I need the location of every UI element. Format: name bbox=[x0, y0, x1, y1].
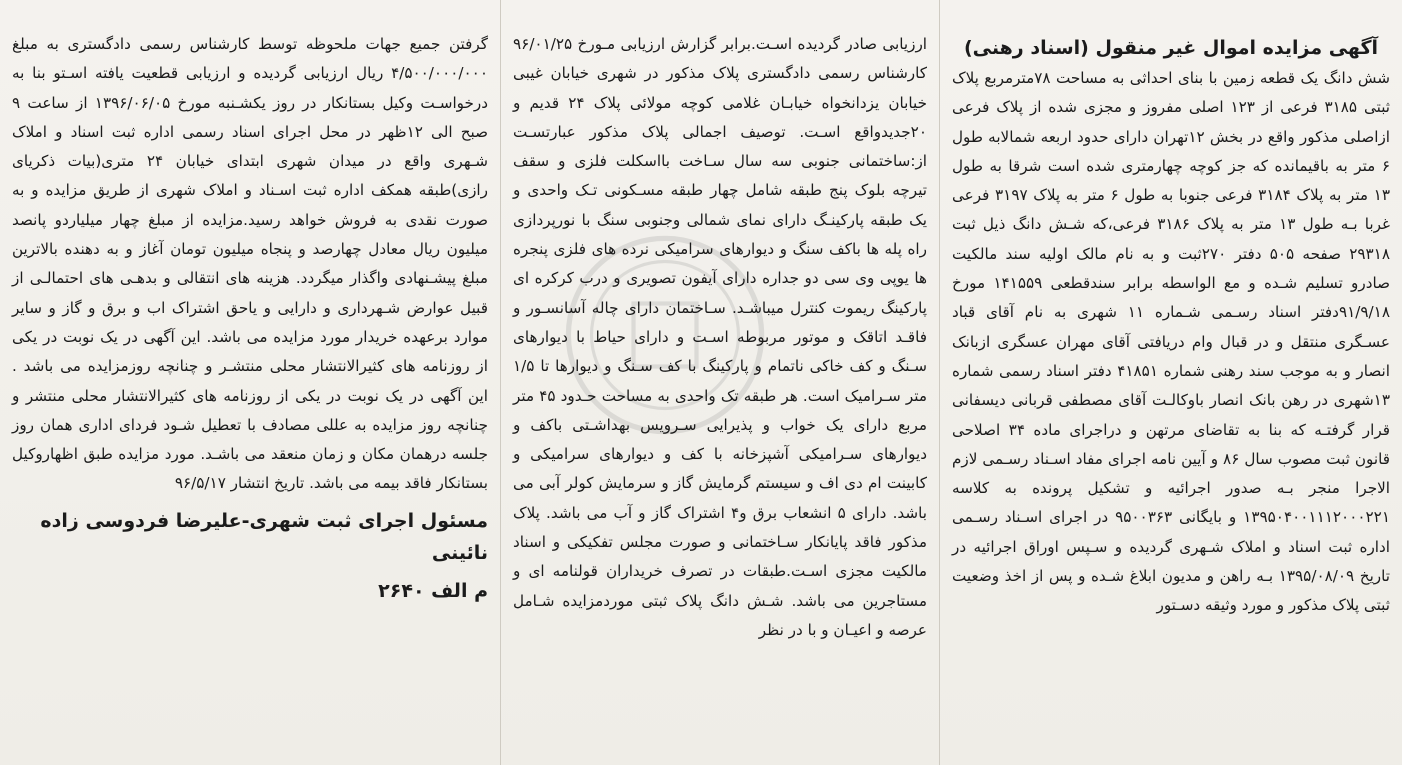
signature: مسئول اجرای ثبت شهری-علیرضا فردوسی زاده نائینی bbox=[40, 509, 488, 564]
column-left bbox=[0, 0, 500, 765]
column-left-text: گرفتن جمیع جهات ملحوظه توسط کارشناس رسمی دادگستری به مبلغ ۴/۵۰۰/۰۰۰/۰۰۰ ریال ارزیابی گردیده و ارزیابی قطعیت یافته اسـتو بنا به درخواسـت وکیل بستانکار در روز یکشـنبه مورخ ۱۳۹۶/۰۶/۰۵ از ساعت ۹ صبح الی ۱۲ظهر در محل اجرای اسناد رسمی اداره ثبت اسناد و املاک شـهری واقع در میدان شهری ابتدای خیابان ۲۴ متری(بیات ذکریای رازی)طبقه همکف اداره ثبت اسـناد و املاک شهری از طریق مزایده و به صورت نقدی به فروش خواهد رسید.مزایده از مبلغ چهار میلیاردو پانصد میلیون ریال معادل چهارصد و پنجاه میلیون تومان آغاز و به دهنده بالاترین مبلغ پیشـنهادی واگذار میگردد. هزینه های انتقالی و بدهـی های احتمالـی از قبیل عوارض شـهرداری و دارایی و یاحق اشتراک اب و برق و گاز و سایر موارد برعهده خریدار مورد مزایده می باشد. این آگهی در یک نوبت در یکی از روزنامه های کثیرالانتشار محلی منتشـر و چنانچه روزمزایده می باشد . این آگهی در یک نوبت در یکی از روزنامه های کثیرالانتشار محلی منتشر و چنانچه روز مزایده به عللی مصادف با تعطیل شـود فردای اداری همان روز جلسه درهمان مکان و زمان منعقد می باشـد. مورد مزایده طبق اظهاروکیل بستانکار فاقد بیمه می باشد. تاریخ انتشار ۹۶/۵/۱۷ bbox=[12, 35, 488, 493]
ad-title: آگهی مزایده اموال غیر منقول (اسناد رهنی) bbox=[963, 37, 1379, 59]
ad-code: م الف ۲۶۴۰ bbox=[378, 579, 488, 602]
column-middle-text: ارزیابی صادر گردیده اسـت.برابر گزارش ارزیابی مـورخ ۹۶/۰۱/۲۵ کارشناس رسمی دادگستری پلاک مذکور در شهری خیابان غیبی خیابان یزدانخواه خیابـان غلامی کوچه مولائی پلاک ۲۴ قدیم و ۲۰جدیدواقع اسـت. توصیف اجمالی پلاک مذکور عبارتسـت از:ساختمانی جنوبی سه سال سـاخت بااسکلت فلزی و سقف تیرچه بلوک پنج طبقه شامل چهار طبقه مسـکونی تـک واحدی و یک طبقه پارکینـگ دارای نمای شمالی وجنوبی سنگ با نورپردازی راه پله ها باکف سنگ و دیوارهای سرامیکی نرده های فلزی پنجره ها یوپی وی سی دو جداره دارای آیفون تصویری و درب کرکره ای پارکینگ ریموت کنترل میباشـد. سـاختمان دارای چاله آسانسـور و فاقـد اتاقک و موتور مربوطه اسـت و دارای حیاط با دیوارهای سـنگ و کف خاکی ناتمام و پارکینگ با کف سـنگ و دیوارها تا ۱/۵ متر سـرامیک است. هر طبقه تک واحدی به مساحت حـدود ۴۵ متر مربع دارای یک خواب و پذیرایی سـرویس بهداشـتی باکف و دیوارهای سـرامیکی آشپزخانه با کف و دیوارهای سرامیکی و کابینت ام دی اف و سیستم گرمایش گاز و سرمایش کولر آبی می باشد. دارای ۵ انشعاب برق و۴ اشتراک گاز و آب می باشد. پلاک مذکور فاقد پایانکار سـاختمانی و صورت مجلس تفکیکی و اسناد مالکیت مجزی اسـت.طبقات در تصرف خریداران قولنامه ای و مستاجرین می باشد. شـش دانگ پلاک ثبتی موردمزایده شـامل عرصه و اعیـان و با در نظر bbox=[513, 35, 927, 639]
column-right bbox=[940, 0, 1402, 765]
column-middle bbox=[500, 0, 940, 765]
column-right-text: شش دانگ یک قطعه زمین با بنای احداثی به مساحت ۷۸مترمربع پلاک ثبتی ۳۱۸۵ فرعی از ۱۲۳ اصلی مفروز و مجزی شده از پلاک فرعی ازاصلی مذکور واقع در بخش ۱۲تهران دارای حدود اربعه شمالابه طول ۶ متر به باقیمانده که جز کوچه چهارمتری شده است شرقا به طول ۱۳ متر به پلاک ۳۱۸۴ فرعی جنوبا به طول ۶ متر به پلاک ۳۱۹۷ فرعی غربا بـه طول ۱۳ متر به پلاک ۳۱۸۶ فرعی،که شـش دانگ ذیل ثبت ۲۹۳۱۸ صفحه ۵۰۵ دفتر ۲۷۰ثبت و به نام مالک اولیه سند مالکیت صادرو تسلیم شـده و مع الواسطه برابر سندقطعی ۱۴۱۵۵۹ مورخ ۹۱/۹/۱۸دفتر اسناد رسـمی شـماره ۱۱ شهری به نام آقای قباد عسـگری منتقل و در قبال وام دریافتی آقای مهران عسگری ازبانک انصار و به موجب سند رهنی شماره ۴۱۸۵۱ دفتر اسناد رسمی شماره ۱۳شهری در رهن بانک انصار باوکالـت آقای مصطفی قربانی دیسفانی قرار گرفتـه که بنا به تقاضای مرتهن و دراجرای ماده ۳۴ اصلاحی قانون ثبت مصوب سال ۸۶ و آیین نامه اجرای مفاد اسـناد رسـمی لازم الاجرا منجر بـه صدور اجرائیه و تشکیل پرونده به کلاسه ۱۳۹۵۰۴۰۰۱۱۱۲۰۰۰۲۲۱ و بایگانی ۹۵۰۰۳۶۳ در اجرای اسـناد رسـمی اداره ثبت اسناد و املاک شـهری گردیده و سـپس اوراق اجرائیه در تاریخ ۱۳۹۵/۰۸/۰۹ بـه راهن و مدیون ابلاغ شـده و پس از اخذ وضعیت ثبتی پلاک مذکور و مورد وثیقه دسـتور bbox=[952, 69, 1391, 615]
